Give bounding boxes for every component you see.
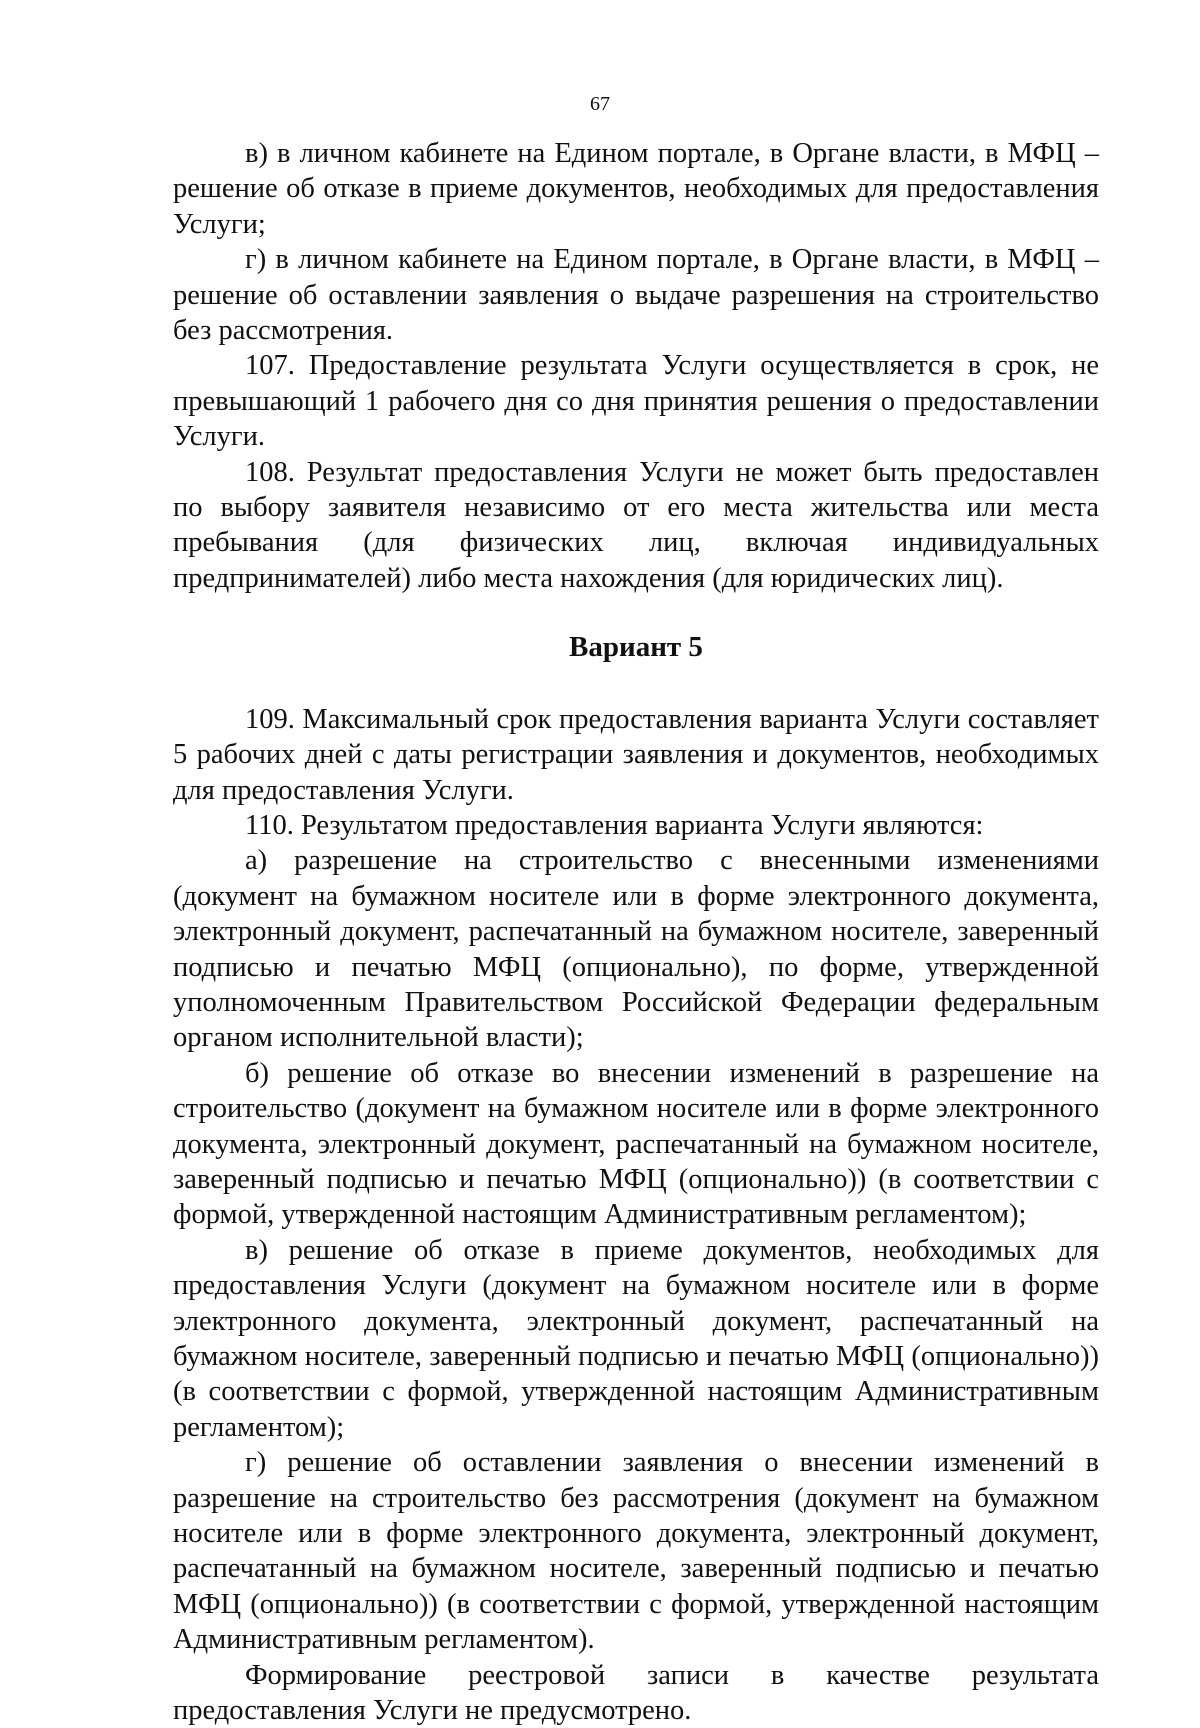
paragraph-a-permit-with-changes: а) разрешение на строительство с внесенными изменениями (документ на бумажном носителе или в форме электронного документа, электронный документ, распечатанный на бумажном носителе, заверенный подписью и печатью МФЦ (опционально), по форме, утвержденной уполномоченным Правительством Российской Федерации федеральным органом исполнительной власти); bbox=[173, 845, 1099, 1054]
page-number: 67 bbox=[590, 93, 610, 115]
spacer bbox=[173, 666, 1099, 702]
paragraph-v-refusal-reception: в) решение об отказе в приеме документов, необходимых для предоставления Услуги (документ на бумажном носителе или в форме электронного документа, электронный документ, распечатанный на бумажном носителе, заверенный подписью и печатью МФЦ (опционально)) (в соответствии с формой, утвержденной настоящим Административным регламентом); bbox=[173, 1234, 1099, 1443]
paragraph-b-refusal-changes: б) решение об отказе во внесении изменений в разрешение на строительство (документ на бумажном носителе или в форме электронного документа, электронный документ, распечатанный на бумажном носителе, заверенный подписью и печатью МФЦ (опционально)) (в соответствии с формой, утвержденной настоящим Административным регламентом); bbox=[173, 1057, 1099, 1231]
spacer bbox=[173, 596, 1099, 630]
document-body bbox=[173, 136, 1099, 1728]
paragraph-109: 109. Максимальный срок предоставления варианта Услуги составляет 5 рабочих дней с даты регистрации заявления и документов, необходимых для предоставления Услуги. bbox=[173, 703, 1099, 806]
paragraph-g-result-no-review: г) в личном кабинете на Едином портале, в Органе власти, в МФЦ – решение об оставлении заявления о выдаче разрешения на строительство без рассмотрения. bbox=[173, 244, 1099, 347]
paragraph-g-no-review: г) решение об оставлении заявления о внесении изменений в разрешение на строительство без рассмотрения (документ на бумажном носителе или в форме электронного документа, электронный документ, распечатанный на бумажном носителе, заверенный подписью и печатью МФЦ (опционально)) (в соответствии с формой, утвержденной настоящим Административным регламентом). bbox=[173, 1447, 1099, 1656]
paragraph-108: 108. Результат предоставления Услуги не может быть предоставлен по выбору заявителя независимо от его места жительства или места пребывания (для физических лиц, включая индивидуальных предпринимателей) либо места нахождения (для юридических лиц). bbox=[173, 456, 1099, 594]
paragraph-110: 110. Результатом предоставления варианта Услуги являются: bbox=[245, 809, 984, 841]
section-heading-variant-5: Вариант 5 bbox=[569, 631, 703, 664]
paragraph-registry-record: Формирование реестровой записи в качестве результата предоставления Услуги не предусмотрено. bbox=[173, 1659, 1099, 1727]
paragraph-v-result-refusal-reception: в) в личном кабинете на Едином портале, в Органе власти, в МФЦ – решение об отказе в приеме документов, необходимых для предоставления Услуги; bbox=[173, 138, 1099, 240]
paragraph-107: 107. Предоставление результата Услуги осуществляется в срок, не превышающий 1 рабочего дня со дня принятия решения о предоставлении Услуги. bbox=[173, 350, 1099, 453]
